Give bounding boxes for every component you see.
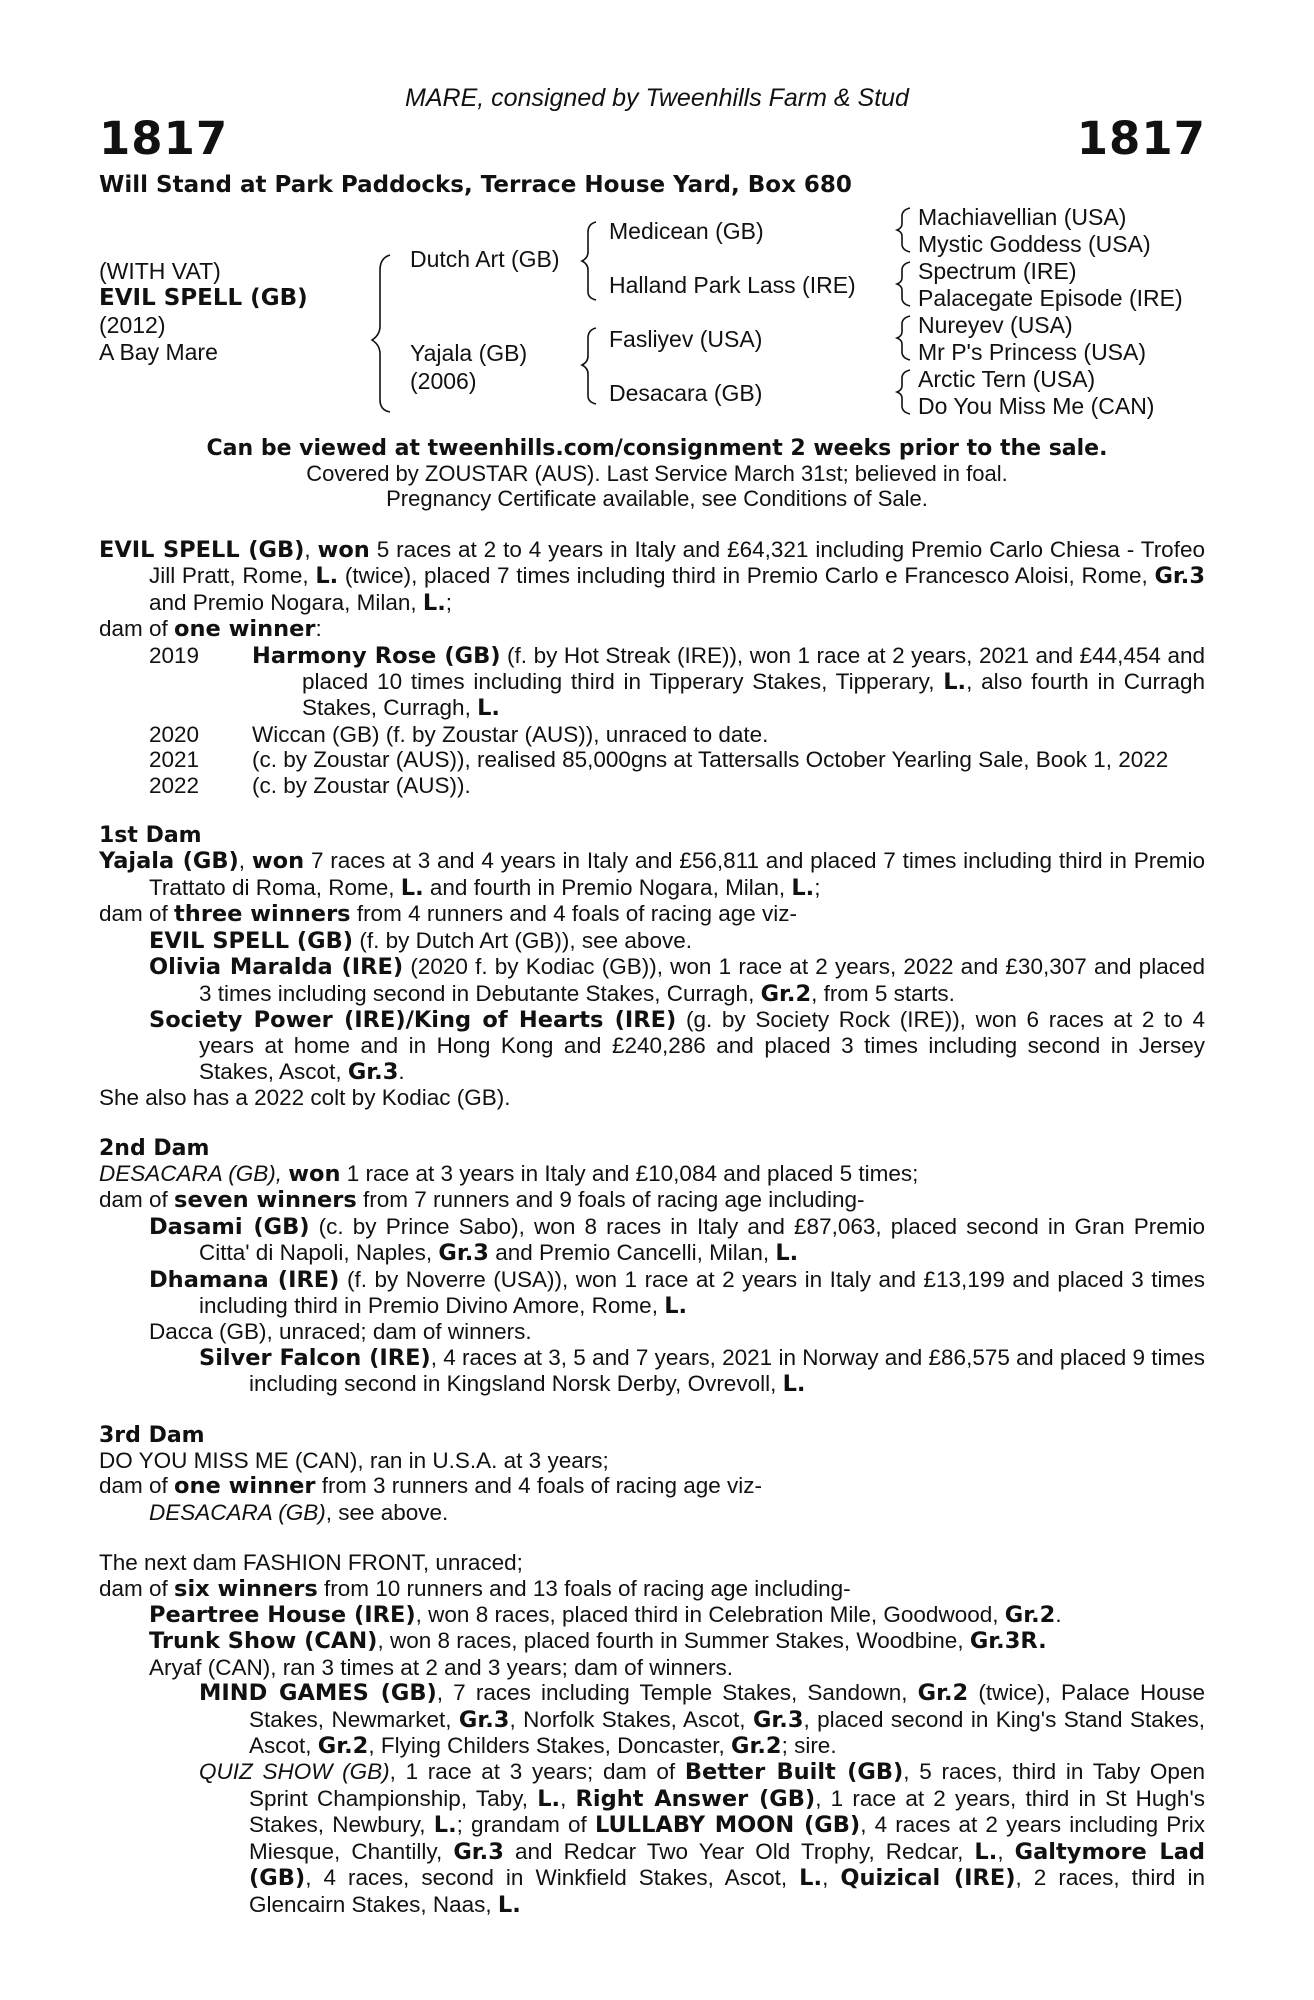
text: , placed second in King's Stand Stakes, Ascot,: [249, 1706, 1205, 1759]
group-label: Gr.2: [760, 980, 812, 1007]
dam-of-line: [99, 616, 1205, 642]
text: (g. by Society Rock (IRE)), won 6 races at 2 to 4 years at home and in Hong Kong and £240,286 and placed 3 times including second in Jersey Stakes, Ascot,: [199, 1006, 1205, 1084]
group-label: Gr.2: [317, 1733, 369, 1760]
text: and Premio Cancelli, Milan,: [488, 1240, 776, 1266]
dam-name: Yajala (GB): [410, 340, 528, 366]
lot-number-right: 1817: [1076, 112, 1206, 165]
text: , 7 races including Temple Stakes, Sandown,: [436, 1680, 918, 1706]
group-label: Gr.3: [752, 1706, 804, 1733]
listed-label: L.: [799, 1865, 823, 1892]
text: ; sire.: [781, 1733, 837, 1759]
winners-count: one winner: [174, 616, 316, 643]
text: , 1 race at 2 years, third in St Hugh's Stakes, Newbury,: [249, 1785, 1205, 1838]
text: dam of: [99, 901, 175, 927]
gen3-6: Mr P's Princess (USA): [918, 339, 1147, 365]
text: dam of: [99, 1575, 175, 1601]
text: (2020 f. by Kodiac (GB)), won 1 race at 2 years, 2022 and £30,307 and placed 3 times including second in Debutante Stakes, Curragh,: [199, 954, 1205, 1006]
first-dam-heading: 1st Dam: [99, 823, 202, 849]
group-label: Gr.3: [438, 1240, 489, 1267]
text: from 10 runners and 13 foals of racing age including-: [317, 1575, 851, 1601]
offspring-row: [99, 1267, 1205, 1320]
text: (f. by Noverre (USA)), won 1 race at 2 years in Italy and £13,199 and placed 3 times including third in Premio Divino Amore, Rome,: [199, 1266, 1205, 1318]
text: , 1 race at 3 years; dam of: [389, 1759, 685, 1785]
produce-name: Galtymore Lad (GB): [249, 1838, 1205, 1892]
text: , Flying Childers Stakes, Doncaster,: [368, 1733, 731, 1759]
listed-label: L.: [422, 589, 446, 616]
produce-name: Right Answer (GB): [575, 1785, 816, 1812]
offspring-name: MIND GAMES (GB): [199, 1680, 437, 1707]
text: (twice), Palace House Stakes, Newmarket,: [249, 1680, 1206, 1732]
next-dam-record: The next dam FASHION FRONT, unraced;: [99, 1550, 523, 1576]
listed-label: L.: [315, 563, 339, 590]
text: ;: [814, 874, 821, 900]
listed-label: L.: [497, 1891, 521, 1918]
produce-name: LULLABY MOON (GB): [594, 1812, 861, 1839]
text: , 4 races, second in Winkfield Stakes, Ascot,: [305, 1865, 800, 1891]
offspring-name: Society Power (IRE)/King of Hearts (IRE): [149, 1006, 677, 1033]
text: and Premio Nogara, Milan,: [149, 589, 423, 615]
mare-name: EVIL SPELL (GB): [99, 537, 305, 563]
text: from 3 runners and 4 foals of racing age viz-: [315, 1473, 762, 1499]
text: (f. by Hot Streak (IRE)), won 1 race at 2 years, 2021 and £44,454 and placed 10 times including third in Tipperary Stakes, Tipperary,: [302, 642, 1205, 695]
gen3-4: Palacegate Episode (IRE): [918, 285, 1183, 311]
produce-year: 2022: [149, 772, 200, 798]
horse-name: EVIL SPELL (GB): [99, 285, 308, 311]
produce-row: [99, 722, 1205, 747]
text: , 2 races, third in Glencairn Stakes, Naas,: [249, 1865, 1205, 1917]
group-label: Gr.3: [347, 1058, 399, 1085]
produce-name: Better Built (GB): [684, 1759, 904, 1786]
text: from 4 runners and 4 foals of racing age viz-: [350, 901, 798, 927]
text: :: [315, 616, 322, 642]
text: and Redcar Two Year Old Trophy, Redcar,: [503, 1838, 975, 1864]
sire-name: Dutch Art (GB): [410, 246, 560, 272]
catalogue-body: [99, 537, 1205, 1918]
offspring-row: [99, 1628, 1205, 1654]
group-label: Gr.3R.: [969, 1628, 1047, 1655]
second-dam-record: [99, 1161, 1205, 1187]
sale-notes: [0, 436, 1314, 511]
offspring-row: [99, 1214, 1205, 1267]
produce-name: Quizical (IRE): [840, 1865, 1016, 1892]
produce-row: [99, 643, 1205, 722]
listed-label: L.: [782, 1371, 806, 1398]
text: , from 5 starts.: [811, 980, 955, 1006]
dam-of-line: [99, 1187, 1205, 1213]
produce-row: [99, 747, 1205, 772]
gen3-2: Mystic Goddess (USA): [918, 231, 1151, 257]
group-label: Gr.2: [917, 1680, 969, 1707]
text: , 4 races at 2 years including Prix Miesque, Chantilly,: [249, 1812, 1205, 1864]
winners-count: one winner: [174, 1473, 316, 1500]
dam-name: Yajala (GB): [99, 848, 239, 875]
second-dam-heading: 2nd Dam: [99, 1135, 210, 1161]
text: 1 race at 3 years in Italy and £10,084 and placed 5 times;: [340, 1160, 919, 1186]
grand-offspring-row: [99, 1345, 1205, 1398]
produce-year: 2021: [149, 747, 200, 773]
group-label: Gr.3: [453, 1838, 504, 1865]
lot-number-left: 1817: [99, 112, 229, 165]
offspring-name: DESACARA (GB): [149, 1499, 326, 1525]
dam-dam: Desacara (GB): [609, 380, 763, 406]
grand-offspring-row: [99, 1680, 1205, 1759]
produce-detail: (c. by Zoustar (AUS)), realised 85,000gns at Tattersalls October Yearling Sale, Book 1, 2022: [252, 747, 1169, 773]
text: ;: [445, 589, 453, 615]
dam-sire: Fasliyev (USA): [609, 326, 763, 352]
produce-detail: [252, 643, 1205, 722]
won-label: won: [288, 1160, 341, 1187]
listed-label: L.: [943, 669, 967, 696]
grand-offspring-row: [99, 1759, 1205, 1917]
listed-label: L.: [974, 1838, 998, 1865]
gen3-1: Machiavellian (USA): [918, 204, 1127, 230]
dam-of-line: [99, 1576, 1205, 1602]
offspring-name: Dasami (GB): [149, 1213, 310, 1240]
group-label: Gr.3: [458, 1706, 510, 1733]
winners-count: six winners: [174, 1575, 318, 1602]
produce-detail: (c. by Zoustar (AUS)).: [252, 772, 471, 798]
dam-name: DESACARA (GB),: [99, 1160, 282, 1186]
text: , won 8 races, placed third in Celebration Mile, Goodwood,: [415, 1602, 1005, 1628]
gen3-8: Do You Miss Me (CAN): [918, 393, 1155, 419]
text: , 5 races, third in Taby Open Sprint Championship, Taby,: [249, 1759, 1205, 1811]
text: dam of: [99, 1473, 175, 1499]
text: dam of: [99, 1187, 175, 1213]
won-label: won: [251, 848, 305, 875]
winners-count: three winners: [174, 901, 351, 928]
text: , also fourth in Curragh Stakes, Curragh,: [302, 669, 1206, 721]
offspring-row: [99, 928, 1205, 954]
sire-sire: Medicean (GB): [609, 218, 764, 244]
text: dam of: [99, 616, 175, 642]
text: 7 races at 3 and 4 years in Italy and £56,811 and placed 7 times including third in Premio Trattato di Roma, Rome,: [149, 848, 1205, 900]
text: (twice), placed 7 times including third in Premio Carlo e Francesco Aloisi, Rome,: [338, 563, 1155, 589]
text: .: [1055, 1602, 1062, 1628]
mare-record: EVIL SPELL (GB), won 5 races at 2 to 4 years in Italy and £64,321 including Premio Carlo Chiesa - Trofeo Jill Pratt, Rome, L. (twice), placed 7 times including third in Premio Carlo e Francesco Aloisi, Rome, Gr.3 and Premio Nogara, Milan, L.;: [99, 537, 1205, 616]
offspring-name: Trunk Show (CAN): [149, 1628, 378, 1655]
dam-of-line: [99, 901, 1205, 927]
produce-year: 2019: [149, 642, 200, 668]
group-label: Gr.3: [1154, 563, 1205, 590]
viewing-note: Can be viewed at tweenhills.com/consignment 2 weeks prior to the sale.: [206, 436, 1108, 461]
gen3-7: Arctic Tern (USA): [918, 366, 1096, 392]
offspring-name: Silver Falcon (IRE): [199, 1344, 431, 1371]
gen3-5: Nureyev (USA): [918, 312, 1073, 338]
listed-label: L.: [477, 695, 500, 722]
text: ; grandam of: [456, 1812, 595, 1838]
text: ,: [822, 1865, 841, 1891]
text: , see above.: [325, 1499, 449, 1525]
text: , won 8 races, placed fourth in Summer Stakes, Woodbine,: [377, 1628, 970, 1654]
offspring-row: [99, 1500, 1205, 1525]
listed-label: L.: [433, 1812, 457, 1839]
offspring-row: [99, 1007, 1205, 1085]
produce-detail: Wiccan (GB) (f. by Zoustar (AUS)), unraced to date.: [252, 721, 769, 747]
won-label: won: [317, 537, 370, 563]
text: and fourth in Premio Nogara, Milan,: [423, 874, 792, 900]
dam-year: (2006): [410, 368, 477, 394]
horse-year: (2012): [99, 312, 166, 338]
text: , Norfolk Stakes, Ascot,: [509, 1706, 753, 1732]
also-note: She also has a 2022 colt by Kodiac (GB).: [99, 1085, 511, 1111]
gen3-3: Spectrum (IRE): [918, 258, 1077, 284]
offspring-row: [99, 1602, 1205, 1628]
offspring-name: Olivia Maralda (IRE): [149, 954, 404, 981]
horse-description: A Bay Mare: [99, 339, 218, 365]
consignor-line: MARE, consigned by Tweenhills Farm & Stud: [405, 84, 909, 112]
group-label: Gr.2: [731, 1733, 782, 1760]
listed-label: L.: [664, 1292, 688, 1319]
produce-row: [99, 773, 1205, 798]
dam-of-line: [99, 1473, 1205, 1499]
first-dam-record: Yajala (GB), won 7 races at 3 and 4 years in Italy and £56,811 and placed 7 times including third in Premio Trattato di Roma, Rome, L. and fourth in Premio Nogara, Milan, L.;: [99, 848, 1205, 901]
text: .: [398, 1058, 405, 1084]
stand-location: Will Stand at Park Paddocks, Terrace House Yard, Box 680: [99, 172, 852, 198]
offspring-row: Dacca (GB), unraced; dam of winners.: [149, 1319, 532, 1345]
winners-count: seven winners: [174, 1187, 357, 1214]
text: 5 races at 2 to 4 years in Italy and £64,321 including Premio Carlo Chiesa - Trofeo Jill Pratt, Rome,: [149, 537, 1205, 589]
group-label: Gr.2: [1004, 1602, 1056, 1629]
covered-note: Covered by ZOUSTAR (AUS). Last Service March 31st; believed in foal.: [306, 461, 1008, 486]
vat-label: (WITH VAT): [99, 258, 221, 284]
produce-name: Harmony Rose (GB): [252, 642, 501, 669]
offspring-name: Peartree House (IRE): [149, 1602, 416, 1629]
offspring-name: EVIL SPELL (GB): [149, 927, 354, 954]
listed-label: L.: [537, 1785, 561, 1812]
text: , 4 races at 3, 5 and 7 years, 2021 in Norway and £86,575 and placed 9 times including second in Kingsland Norsk Derby, Ovrevoll,: [249, 1344, 1205, 1397]
text: (f. by Dutch Art (GB)), see above.: [353, 927, 692, 953]
text: ,: [560, 1785, 576, 1811]
text: from 7 runners and 9 foals of racing age including-: [356, 1187, 865, 1213]
listed-label: L.: [791, 874, 815, 901]
offspring-name: Dhamana (IRE): [149, 1266, 340, 1293]
listed-label: L.: [400, 874, 424, 901]
third-dam-heading: 3rd Dam: [99, 1422, 205, 1448]
pregnancy-note: Pregnancy Certificate available, see Conditions of Sale.: [386, 486, 928, 511]
text: ,: [997, 1838, 1015, 1864]
offspring-row: [99, 954, 1205, 1007]
offspring-name: QUIZ SHOW (GB): [199, 1759, 390, 1785]
listed-label: L.: [775, 1240, 799, 1267]
offspring-row: Aryaf (CAN), ran 3 times at 2 and 3 years; dam of winners.: [149, 1654, 733, 1680]
sire-dam: Halland Park Lass (IRE): [609, 272, 856, 298]
third-dam-record: DO YOU MISS ME (CAN), ran in U.S.A. at 3 years;: [99, 1448, 609, 1473]
produce-year: 2020: [149, 721, 200, 747]
text: (c. by Prince Sabo), won 8 races in Italy and £87,063, placed second in Gran Premio Citta' di Napoli, Naples,: [199, 1213, 1205, 1266]
